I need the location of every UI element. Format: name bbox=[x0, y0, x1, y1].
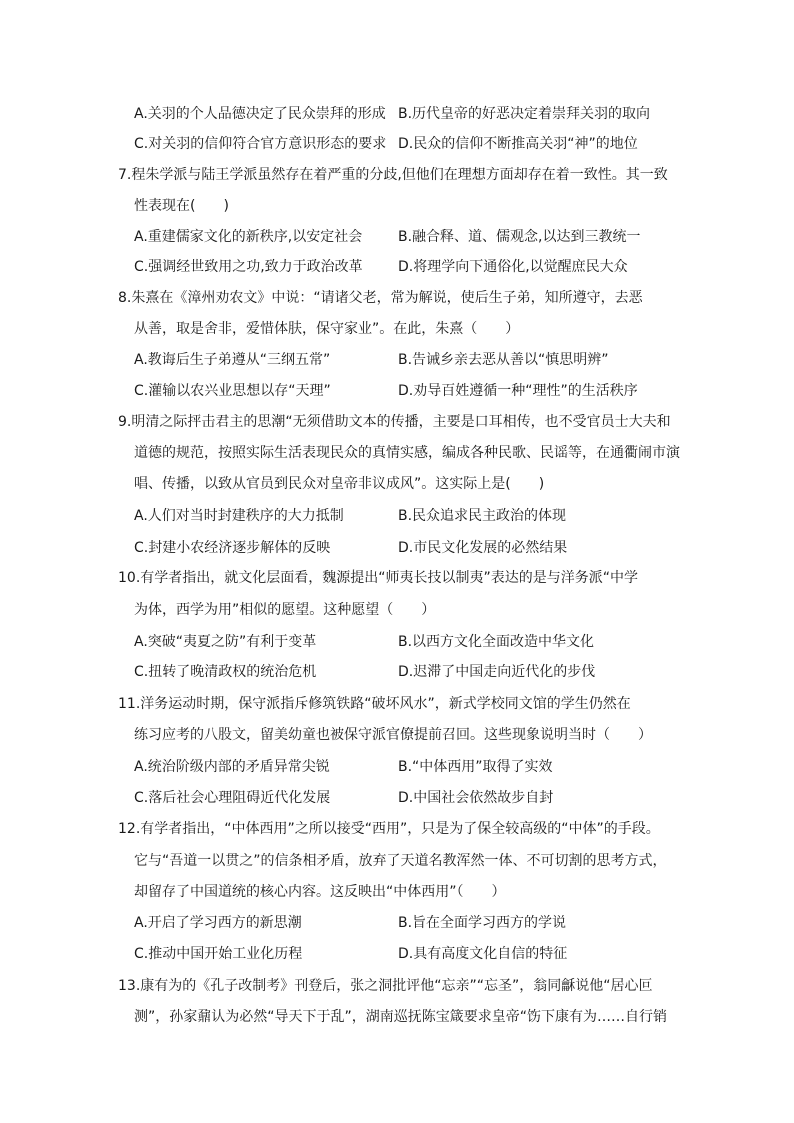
q8-option-c: C.灌输以农兴业思想以存“天理” bbox=[134, 383, 331, 399]
q8-stem-line-1: 8.朱熹在《漳州劝农文》中说：“请诸父老，常为解说，使后生子弟，知所遵守，去恶 bbox=[118, 290, 643, 306]
q7-stem-line-2: 性表现在( ) bbox=[134, 198, 229, 214]
q8-option-d: D.劝导百姓遵循一种“理性”的生活秩序 bbox=[398, 383, 638, 399]
q6-option-c: C.对关羽的信仰符合官方意识形态的要求 bbox=[134, 136, 387, 152]
q12-stem-line-1: 12.有学者指出，“中体西用”之所以接受“西用”，只是为了保全较高级的“中体”的手段。 bbox=[118, 821, 660, 837]
q11-stem-line-2: 练习应考的八股文，留美幼童也被保守派官僚提前召回。这些现象说明当时（ ） bbox=[134, 727, 652, 743]
q9-option-c: C.封建小农经济逐步解体的反映 bbox=[134, 540, 331, 556]
q11-option-d: D.中国社会依然故步自封 bbox=[398, 790, 554, 806]
q9-stem-line-1: 9.明清之际抨击君主的思潮“无须借助文本的传播，主要是口耳相传，也不受官员士大夫和 bbox=[118, 414, 671, 430]
q10-stem-line-2: 为体，西学为用”相似的愿望。这种愿望（ ） bbox=[134, 602, 436, 618]
q13-stem-line-1: 13.康有为的《孔子改制考》刊登后，张之洞批评他“忘亲”“忘圣”，翁同龢说他“居心叵 bbox=[118, 978, 653, 994]
q9-stem-line-2: 道德的规范，按照实际生活表现民众的真情实感，编成各种民歌、民谣等，在通衢闹市演 bbox=[134, 445, 680, 461]
q12-option-c: C.推动中国开始工业化历程 bbox=[134, 946, 303, 962]
q7-option-a: A.重建儒家文化的新秩序,以安定社会 bbox=[134, 229, 363, 245]
q7-option-b: B.融合释、道、儒观念,以达到三教统一 bbox=[398, 229, 641, 245]
q6-option-d: D.民众的信仰不断推高关羽“神”的地位 bbox=[398, 136, 638, 152]
q11-option-a: A.统治阶级内部的矛盾异常尖锐 bbox=[134, 759, 330, 775]
q7-stem-line-1: 7.程朱学派与陆王学派虽然存在着严重的分歧,但他们在理想方面却存在着一致性。其一致 bbox=[118, 167, 668, 183]
q8-option-a: A.教诲后生子弟遵从“三纲五常” bbox=[134, 352, 331, 368]
q10-stem-line-1: 10.有学者指出，就文化层面看，魏源提出“师夷长技以制夷”表达的是与洋务派“中学 bbox=[118, 570, 639, 586]
q13-stem-line-2: 测”，孙家鼐认为必然“导天下于乱”，湖南巡抚陈宝箴要求皇帝“饬下康有为……自行销 bbox=[134, 1009, 668, 1025]
q6-option-a: A.关羽的个人品德决定了民众崇拜的形成 bbox=[134, 106, 386, 122]
q9-stem-line-3: 唱、传播，以致从官员到民众对皇帝非议成风”。这实际上是( ) bbox=[134, 476, 545, 492]
q10-option-c: C.扭转了晚清政权的统治危机 bbox=[134, 664, 317, 680]
q11-option-b: B.“中体西用”取得了实效 bbox=[398, 759, 553, 775]
q12-stem-line-3: 却留存了中国道统的核心内容。这反映出“中体西用”（ ） bbox=[134, 884, 506, 900]
q8-option-b: B.告诫乡亲去恶从善以“慎思明辨” bbox=[398, 352, 609, 368]
q11-stem-line-1: 11.洋务运动时期，保守派指斥修筑铁路“破坏风水”，新式学校同文馆的学生仍然在 bbox=[118, 696, 631, 712]
q8-stem-line-2: 从善，取是舍非，爱惜体肤，保守家业”。在此，朱熹（ ） bbox=[134, 321, 520, 337]
q12-option-a: A.开启了学习西方的新思潮 bbox=[134, 915, 302, 931]
q10-option-d: D.迟滞了中国走向近代化的步伐 bbox=[398, 664, 596, 680]
q10-option-b: B.以西方文化全面改造中华文化 bbox=[398, 634, 595, 650]
q7-option-c: C.强调经世致用之功,致力于政治改革 bbox=[134, 259, 363, 275]
q6-option-b: B.历代皇帝的好恶决定着崇拜关羽的取向 bbox=[398, 106, 651, 122]
q11-option-c: C.落后社会心理阻碍近代化发展 bbox=[134, 790, 331, 806]
q9-option-d: D.市民文化发展的必然结果 bbox=[398, 540, 568, 556]
q9-option-a: A.人们对当时封建秩序的大力抵制 bbox=[134, 508, 344, 524]
q9-option-b: B.民众追求民主政治的体现 bbox=[398, 508, 567, 524]
q12-option-d: D.具有高度文化自信的特征 bbox=[398, 946, 568, 962]
q12-option-b: B.旨在全面学习西方的学说 bbox=[398, 915, 567, 931]
q7-option-d: D.将理学向下通俗化,以觉醒庶民大众 bbox=[398, 259, 628, 275]
q12-stem-line-2: 它与“吾道一以贯之”的信条相矛盾，放弃了天道名教浑然一体、不可切割的思考方式， bbox=[134, 853, 667, 869]
q10-option-a: A.突破“夷夏之防”有利于变革 bbox=[134, 634, 317, 650]
